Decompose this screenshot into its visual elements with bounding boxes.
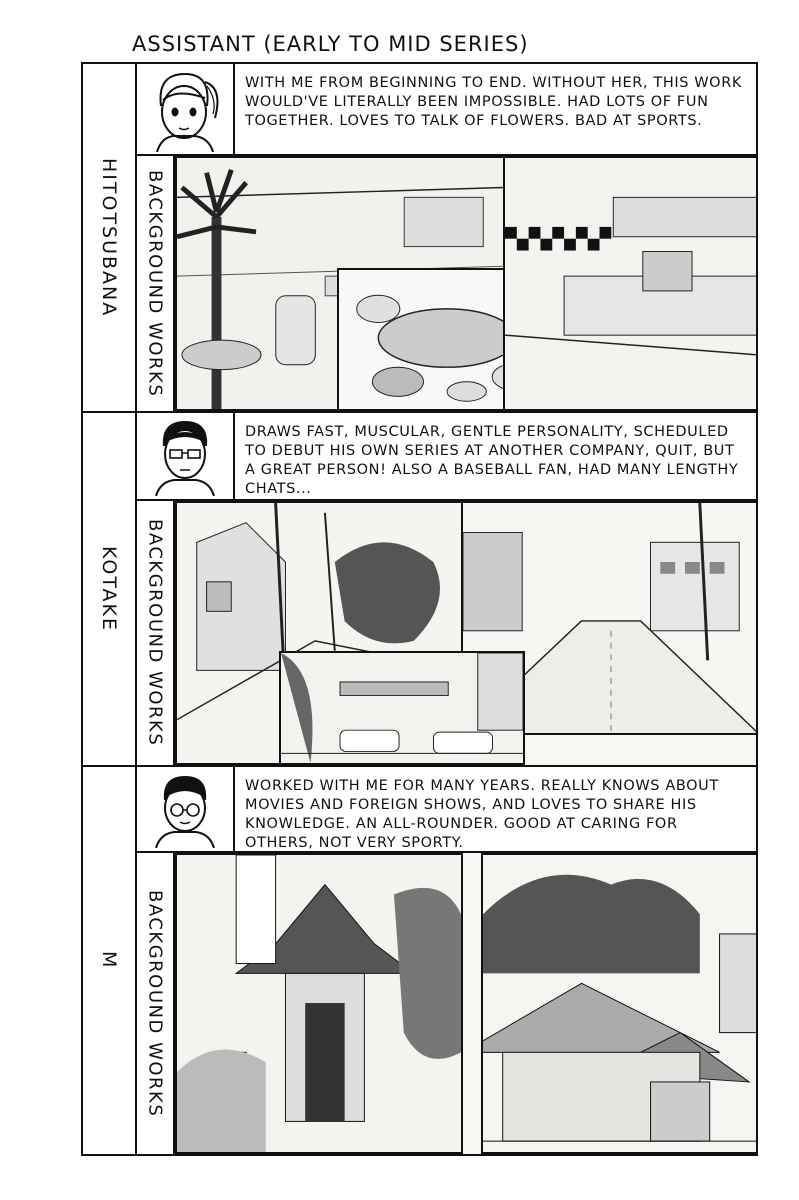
girl-with-ponytail-portrait-icon: [143, 66, 227, 152]
assistant-description: WITH ME FROM BEGINNING TO END. WITHOUT HER, THIS WORK WOULD'VE LITERALLY BEEN IMPOSSIBLE. HAD LOTS OF FUN TOGETHER. LOVES TO TALK OF FLOWERS. BAD AT SPORTS.: [235, 64, 756, 156]
assistant-description: WORKED WITH ME FOR MANY YEARS. REALLY KNOWS ABOUT MOVIES AND FOREIGN SHOWS, AND LOVES TO SHARE HIS KNOWLEDGE. AN ALL-ROUNDER. GOOD AT CARING FOR OTHERS, NOT VERY SPORTY.: [235, 767, 756, 853]
assistant-name: KOTAKE: [98, 546, 120, 632]
assistant-name: HITOTSUBANA: [98, 157, 120, 318]
man-with-glasses-portrait-icon: [150, 416, 220, 496]
assistant-name-cell: [83, 64, 137, 411]
assistant-description: DRAWS FAST, MUSCULAR, GENTLE PERSONALITY, SCHEDULED TO DEBUT HIS OWN SERIES AT ANOTHER COMPANY, QUIT, BUT A GREAT PERSON! ALSO A BASEBALL FAN, HAD MANY LENGTHY CHATS...: [235, 413, 756, 501]
background-works-gallery: [175, 501, 756, 765]
background-works-label: BACKGROUND WORKS: [144, 519, 166, 747]
background-works-gallery: [175, 156, 756, 411]
background-works-label-cell: [137, 156, 175, 411]
background-works-label: BACKGROUND WORKS: [144, 169, 166, 398]
background-works-gallery: [175, 853, 756, 1154]
assistant-section-m: [83, 767, 756, 1154]
shrine-gate-image: [175, 853, 463, 1154]
assistant-section-kotake: [83, 413, 756, 767]
assistant-section-hitotsubana: [83, 64, 756, 413]
city-street-with-cars-image: [279, 651, 525, 765]
page-title: ASSISTANT (EARLY TO MID SERIES): [132, 32, 529, 56]
temple-roof-image: [481, 853, 756, 1154]
assistant-name-cell: [83, 413, 137, 765]
credits-sheet: [81, 62, 758, 1156]
avatar: [137, 767, 235, 853]
assistant-name: M: [98, 951, 120, 970]
man-with-round-glasses-portrait-icon: [150, 770, 220, 848]
background-works-label-cell: [137, 853, 175, 1154]
background-works-label: BACKGROUND WORKS: [144, 889, 166, 1118]
background-works-label-cell: [137, 501, 175, 765]
assistant-name-cell: [83, 767, 137, 1154]
fast-food-counter-image: [503, 156, 756, 411]
avatar: [137, 64, 235, 156]
avatar: [137, 413, 235, 501]
